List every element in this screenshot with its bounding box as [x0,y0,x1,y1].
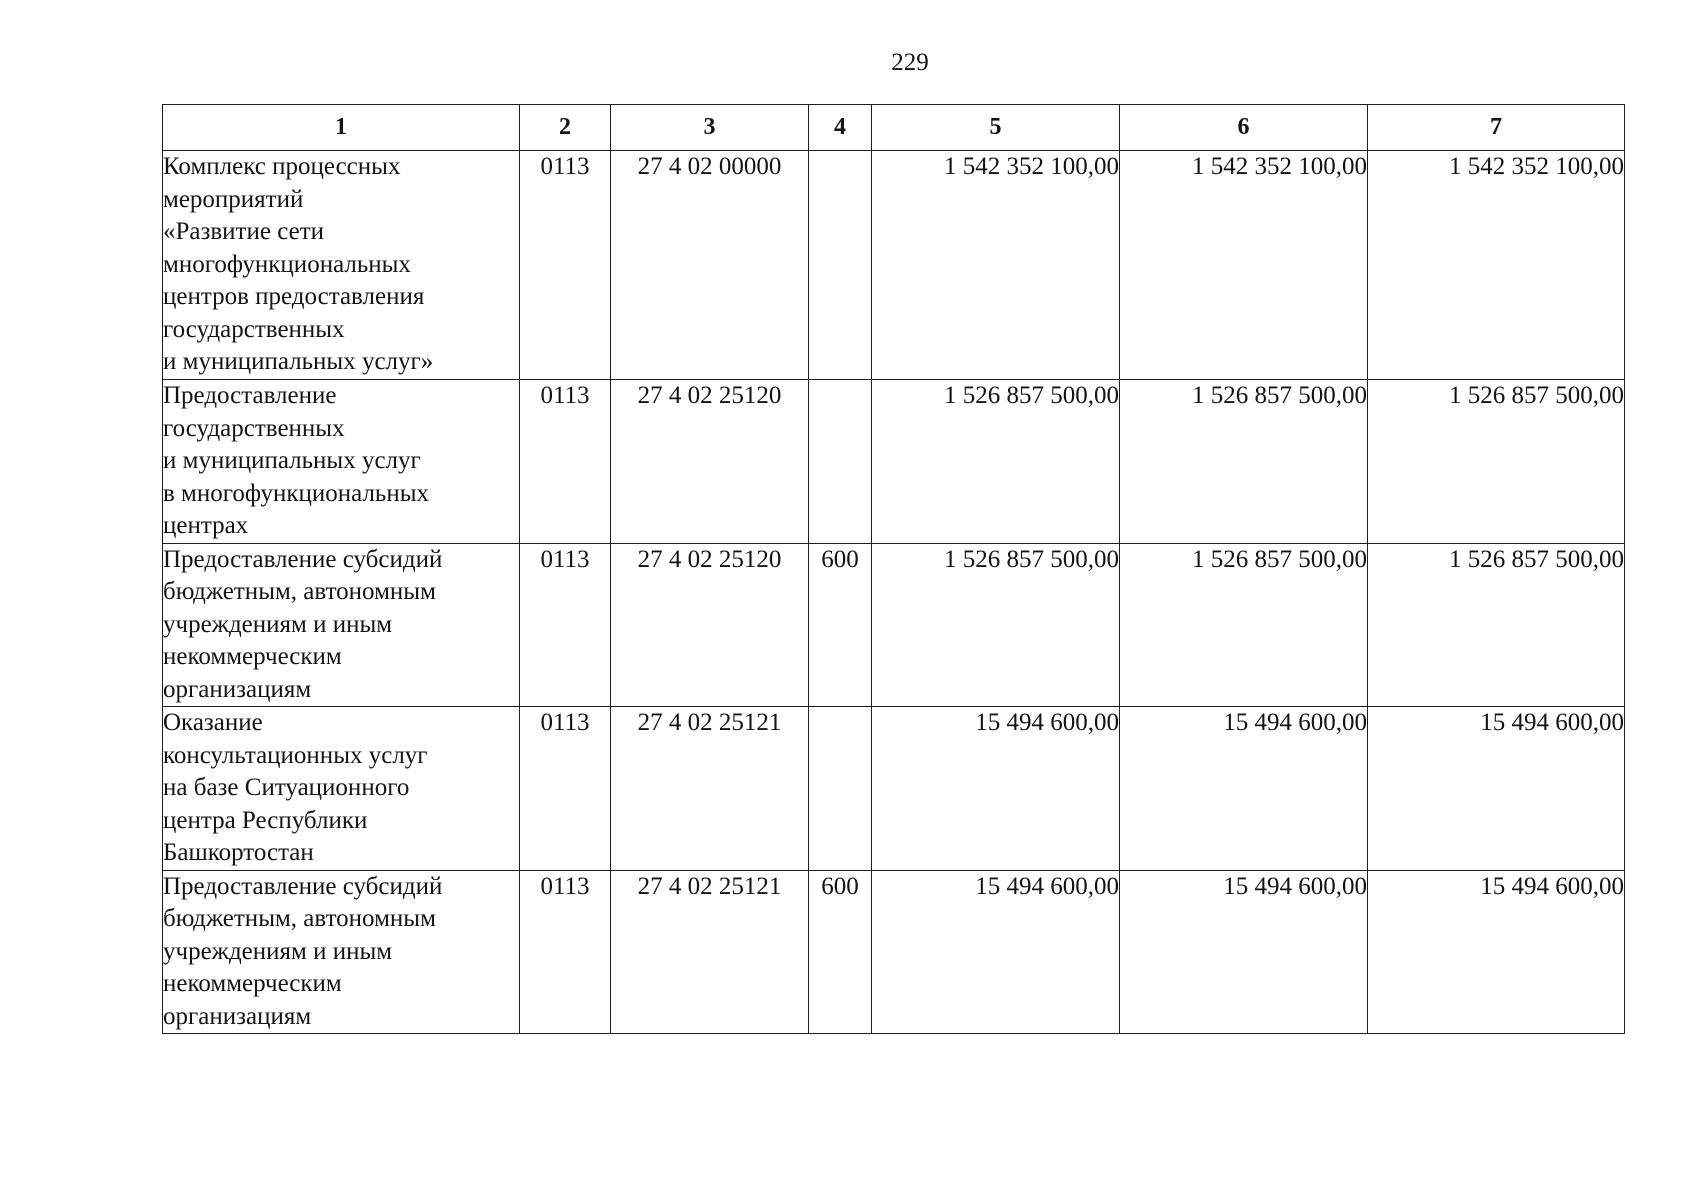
header-row [163,105,1625,151]
expense-type-cell [809,707,872,871]
section-cell: 0113 [520,707,611,871]
amount-col6-cell: 1 542 352 100,00 [1120,151,1368,380]
row-name-cell: Предоставление субсидий бюджетным, автономным учреждениям и иным некоммерческим организациям [163,543,520,707]
table-row [163,707,1625,871]
target-article-cell: 27 4 02 25120 [611,543,809,707]
amount-col5-cell: 1 542 352 100,00 [872,151,1120,380]
amount-col7-cell: 1 526 857 500,00 [1368,543,1625,707]
section-cell: 0113 [520,151,611,380]
amount-col7-cell: 15 494 600,00 [1368,707,1625,871]
amount-col5-cell: 15 494 600,00 [872,870,1120,1034]
amount-col5-cell: 1 526 857 500,00 [872,543,1120,707]
table-row [163,151,1625,380]
column-header-7: 7 [1368,105,1625,151]
target-article-cell: 27 4 02 00000 [611,151,809,380]
table-row [163,543,1625,707]
row-name-cell: Комплекс процессных мероприятий «Развитие сети многофункциональных центров предоставления государственных и муниципальных услуг» [163,151,520,380]
expense-type-cell: 600 [809,543,872,707]
row-name-cell: Предоставление субсидий бюджетным, автономным учреждениям и иным некоммерческим организациям [163,870,520,1034]
target-article-cell: 27 4 02 25121 [611,870,809,1034]
row-name-cell: Предоставление государственных и муниципальных услуг в многофункциональных центрах [163,380,520,544]
table-row [163,380,1625,544]
amount-col7-cell: 1 542 352 100,00 [1368,151,1625,380]
column-header-1: 1 [163,105,520,151]
target-article-cell: 27 4 02 25121 [611,707,809,871]
expense-type-cell [809,380,872,544]
amount-col6-cell: 1 526 857 500,00 [1120,380,1368,544]
column-header-5: 5 [872,105,1120,151]
amount-col5-cell: 15 494 600,00 [872,707,1120,871]
amount-col7-cell: 1 526 857 500,00 [1368,380,1625,544]
section-cell: 0113 [520,543,611,707]
section-cell: 0113 [520,380,611,544]
amount-col6-cell: 15 494 600,00 [1120,870,1368,1034]
page-number: 229 [891,49,929,76]
amount-col5-cell: 1 526 857 500,00 [872,380,1120,544]
table-row [163,870,1625,1034]
section-cell: 0113 [520,870,611,1034]
row-name-cell: Оказание консультационных услуг на базе Ситуационного центра Республики Башкортостан [163,707,520,871]
expense-type-cell: 600 [809,870,872,1034]
amount-col6-cell: 15 494 600,00 [1120,707,1368,871]
budget-table [162,104,1625,1034]
column-header-6: 6 [1120,105,1368,151]
amount-col6-cell: 1 526 857 500,00 [1120,543,1368,707]
target-article-cell: 27 4 02 25120 [611,380,809,544]
column-header-4: 4 [809,105,872,151]
column-header-3: 3 [611,105,809,151]
expense-type-cell [809,151,872,380]
column-header-2: 2 [520,105,611,151]
amount-col7-cell: 15 494 600,00 [1368,870,1625,1034]
